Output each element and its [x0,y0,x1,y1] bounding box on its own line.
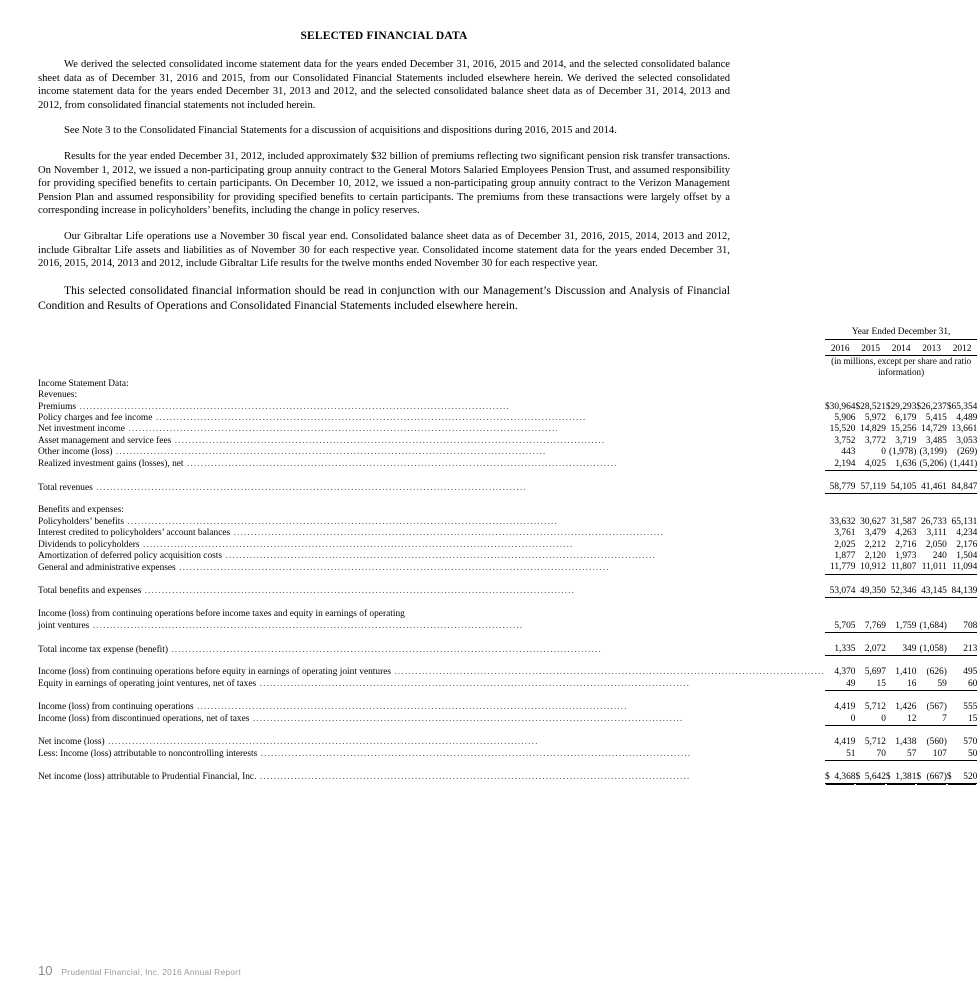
cell-2013: 240 [932,551,947,562]
cell-2014: 11,807 [890,562,917,573]
table-row [38,551,977,562]
row-label: Income (loss) from discontinued operations, net of taxes ..... [38,714,825,726]
cell-2015: 2,120 [864,551,886,562]
cell-2016: 3,752 [834,435,856,446]
column-header-2016: 2016 [825,344,855,356]
cell-2016: 4,419 [834,702,856,713]
cell-2012: 15 [967,713,977,724]
cell-2012: 84,847 [951,482,977,492]
cell-2012: 13,661 [951,424,977,435]
table-row [38,749,977,761]
row-label: Income (loss) from continuing operations ..... [38,702,825,713]
cell-2016: 2,194 [834,458,856,469]
cell-2016: 15,520 [829,424,856,435]
cell-2012: 708 [963,620,977,631]
cell-2012: 60 [967,678,977,689]
cell-2016: 443 [841,447,856,458]
row-label: Benefits and expenses: [38,505,124,516]
cell-2016: $30,964 [824,401,856,412]
cell-2016: 49 [846,678,856,689]
cell-2015: 57,119 [860,482,886,492]
cell-2013: 59 [937,678,947,689]
cell-2013: 7 [942,713,947,724]
cell-2013: (626) [926,667,947,678]
table-row [38,505,977,516]
column-header-2015: 2015 [855,344,885,356]
table-row [38,679,977,691]
cell-2016: 1,877 [834,551,856,562]
cell-2015: 3,772 [864,435,886,446]
page-footer [38,963,241,978]
row-label: Realized investment gains (losses), net ..... [38,459,825,471]
cell-2013: 26,733 [921,516,947,527]
row-label: Asset management and service fees ..... [38,436,825,447]
cell-2012: $65,354 [946,401,977,412]
cell-2015: 4,025 [864,458,886,469]
row-label: Net investment income ..... [38,424,825,435]
cell-2015: 5,972 [864,412,886,423]
row-label: Total revenues ..... [38,482,825,494]
row-label: Total benefits and expenses ..... [38,586,825,598]
cell-2012: 2,176 [956,539,977,550]
cell-2012: 11,094 [951,562,977,573]
cell-2015: 2,212 [864,539,886,550]
cell-2016: 58,779 [829,482,856,492]
table-row [38,436,977,447]
cell-2012 [947,505,977,516]
row-gap [38,475,977,482]
cell-2014: 52,346 [890,585,917,596]
cell-2016: 11,779 [830,562,856,573]
table-row [38,517,977,528]
row-label: Interest credited to policyholders’ account balances ..... [38,528,825,539]
cell-2013: 2,050 [925,539,947,550]
cell-2015: 0 [881,447,886,458]
cell-2012 [947,390,977,401]
cell-2016: 1,335 [834,644,856,655]
table-row [38,482,977,494]
table-row [38,621,977,633]
header-year-ended: Year Ended December 31, [825,327,977,339]
cell-2014: (1,978) [889,447,917,458]
cell-2016: 33,632 [829,516,856,527]
cell-2014: 1,410 [895,667,917,678]
row-gap [38,579,977,586]
row-label: Less: Income (loss) attributable to noncontrolling interests ..... [38,749,825,761]
cell-2012: (269) [957,447,977,458]
page-title: SELECTED FINANCIAL DATA [300,30,468,42]
cell-2013 [916,390,946,401]
paragraph-4: Our Gibraltar Life operations use a November 30 fiscal year end. Consolidated balance sheet data as of December 31, 2016, 2015, 2014, 2013 and 2012, include Gibraltar Life assets and liabilities as of November 30 for each respective year. Consolidated income statement data for the years ended December 31, 2016, 2015, 2014, 2013 and 2012, include Gibraltar Life results for the twelve months ended November 30 for each respective year. [38,230,730,270]
cell-2015: 5,712 [864,737,886,748]
cell-2016: 3,761 [834,528,856,539]
cell-2014: 349 [902,644,917,655]
cell-2015 [855,390,885,401]
footer-report-label: Prudential Financial, Inc. 2016 Annual Report [61,967,241,977]
cell-2014: 4,263 [895,528,917,539]
cell-2013: 107 [932,748,947,759]
cell-2014: 3,719 [895,435,917,446]
cell-2015 [855,505,885,516]
cell-2016: 2,025 [834,539,856,550]
cell-2014 [886,505,916,516]
cell-2016 [825,505,855,516]
cell-2012: (1,441) [949,458,977,469]
cell-2012: 213 [963,644,977,655]
header-units-row [38,355,977,378]
cell-2015: 30,627 [860,516,886,527]
row-label: Income (loss) from continuing operations before equity in earnings of operating joint ventures ..... [38,667,825,678]
table-row [38,540,977,551]
cell-2016: 0 [850,713,856,724]
cell-2013: 11,011 [921,562,947,573]
cell-2012: 570 [963,737,977,748]
cell-2012: 495 [963,667,977,678]
section-title: Income Statement Data: [38,378,129,389]
cell-2012: 555 [963,702,977,713]
cell-2014: 1,636 [895,458,917,469]
cell-2014: 31,587 [890,516,917,527]
cell-2013: 5,415 [925,412,947,423]
paragraph-2: See Note 3 to the Consolidated Financial Statements for a discussion of acquisitions and dispositions during 2016, 2015 and 2014. [64,125,617,137]
cell-2013: $26,237 [916,401,947,412]
table-header [38,327,977,379]
cell-2014: 1,973 [895,551,917,562]
cell-2013: 3,485 [925,435,947,446]
cell-2014: 12 [907,713,917,724]
cell-2016: 4,419 [834,737,856,748]
cell-2012: $ 520 [946,771,977,782]
cell-2016: 5,906 [834,412,856,423]
footer-page-number: 10 [38,963,53,978]
page-content [38,30,977,784]
table-section-title-row [38,379,977,390]
cell-2015: $ 5,642 [855,771,886,782]
cell-2016: 4,370 [834,667,856,678]
cell-2016: $ 4,368 [824,771,856,782]
cell-2014: 16 [907,678,917,689]
cell-2014: 54,105 [890,482,917,492]
table-row-label-line1 [38,609,977,620]
column-header-2012: 2012 [947,344,977,356]
cell-2015: 0 [881,713,886,724]
row-label: Dividends to policyholders ..... [38,540,825,551]
cell-2013: $ (667) [916,771,947,782]
cell-2013: (1,058) [919,644,947,655]
header-span-row [38,327,977,339]
table-row [38,737,977,748]
cell-2015: 7,769 [864,620,886,631]
column-header-2014: 2014 [886,344,916,356]
cell-2015: 70 [876,748,886,759]
header-year-row [38,344,977,356]
table-row [38,772,977,784]
selected-financial-data-table [38,327,977,784]
column-header-2013: 2013 [916,344,946,356]
cell-2015: 2,072 [864,644,886,655]
row-label: Net income (loss) ..... [38,737,825,748]
table-row [38,528,977,539]
cell-2013: (1,684) [919,620,947,631]
cell-2013: 41,461 [921,482,947,492]
cell-2012: 65,131 [951,516,977,527]
cell-2013: (560) [926,737,947,748]
cell-2015: 49,350 [860,585,886,596]
cell-2014: 15,256 [890,424,917,435]
row-gap [38,637,977,644]
row-label: Premiums ..... [38,402,825,413]
row-label: Revenues: [38,390,78,401]
cell-2012: 50 [967,748,977,759]
row-label: Equity in earnings of operating joint ventures, net of taxes ..... [38,679,825,691]
table-row [38,459,977,471]
cell-2013: 14,729 [921,424,947,435]
cell-2015: 10,912 [860,562,886,573]
cell-2012: 3,053 [956,435,977,446]
row-label: joint ventures ..... [38,621,825,633]
cell-2015: 5,712 [864,702,886,713]
cell-2012: 4,234 [956,528,977,539]
cell-2015: 15 [876,678,886,689]
table-row [38,702,977,713]
financial-table-wrapper [38,327,977,784]
cell-2013: 43,145 [921,585,947,596]
table-row [38,402,977,413]
row-label: General and administrative expenses ..... [38,562,825,574]
cell-2012: 1,504 [956,551,977,562]
table-body [38,379,977,784]
row-gap [38,498,977,505]
cell-2015: 5,697 [864,667,886,678]
cell-2016: 51 [846,748,856,759]
row-label: Income (loss) from continuing operations before income taxes and equity in earnings of operating [38,609,405,620]
cell-2014: 2,716 [895,539,917,550]
cell-2014: 57 [907,748,917,759]
cell-2013: (567) [926,702,947,713]
cell-2013: (5,206) [919,458,947,469]
cell-2013: (3,199) [919,447,947,458]
table-row [38,667,977,678]
table-row [38,390,977,401]
cell-2014: 6,179 [895,412,917,423]
cell-2016: 53,074 [829,585,856,596]
cell-2014: $29,293 [885,401,917,412]
table-row [38,447,977,458]
cell-2013 [916,505,946,516]
cell-2015: 3,479 [864,528,886,539]
table-row [38,714,977,726]
row-label: Policyholders’ benefits ..... [38,517,825,528]
paragraph-3: Results for the year ended December 31, 2012, included approximately $32 billion of premiums reflecting two significant pension risk transfer transactions. On November 1, 2012, we issued a non-participating group annuity contract to the General Motors Salaried Employees Pension Trust, and assumed responsibility for providing specified benefits to certain participants. On December 10, 2012, we issued a non-participating group annuity contract to the Verizon Management Pension Plan and assumed responsibility for providing specified benefits to certain participants. The premiums from these transactions were largely offset by a corresponding increase in policyholders’ benefits, including the change in policy reserves. [38,150,730,217]
table-row [38,586,977,598]
row-label: Total income tax expense (benefit) ..... [38,644,825,656]
cell-2015: 14,829 [860,424,886,435]
cell-2012: 84,139 [951,585,977,596]
table-row [38,413,977,424]
row-label: Policy charges and fee income ..... [38,413,825,424]
cell-2014: $ 1,381 [885,771,917,782]
cell-2014 [886,390,916,401]
cell-2014: 1,759 [895,620,917,631]
table-row [38,424,977,435]
cell-2013: 3,111 [926,528,947,539]
cell-2015: $28,521 [855,401,886,412]
header-units-note: (in millions, except per share and ratio information) [831,355,972,378]
row-label: Net income (loss) attributable to Prudential Financial, Inc. ..... [38,772,825,784]
cell-2014: 1,426 [895,702,917,713]
cell-2012: 4,489 [956,412,977,423]
row-gap [38,765,977,772]
row-label: Other income (loss) ..... [38,447,825,458]
cell-2016 [825,390,855,401]
table-row [38,644,977,656]
cell-2014: 1,438 [895,737,917,748]
row-label: Amortization of deferred policy acquisition costs ..... [38,551,825,562]
paragraph-lead: This selected consolidated financial information should be read in conjunction with our Management’s Discussion and Analysis of Financial Condition and Results of Operations and Consolidated Financial Statements included elsewhere herein. [38,283,730,312]
cell-2016: 5,705 [834,620,856,631]
paragraph-1: We derived the selected consolidated income statement data for the years ended December 31, 2016, 2015 and 2014, and the selected consolidated balance sheet data as of December 31, 2016 and 2015, from our Consolidated Financial Statements included elsewhere herein. We derived the selected consolidated income statement data for the years ended December 31, 2013 and 2012, and the selected consolidated balance sheet data as of December 31, 2014, 2013 and 2012, from consolidated financial statements not included herein. [38,59,730,111]
table-row [38,562,977,574]
